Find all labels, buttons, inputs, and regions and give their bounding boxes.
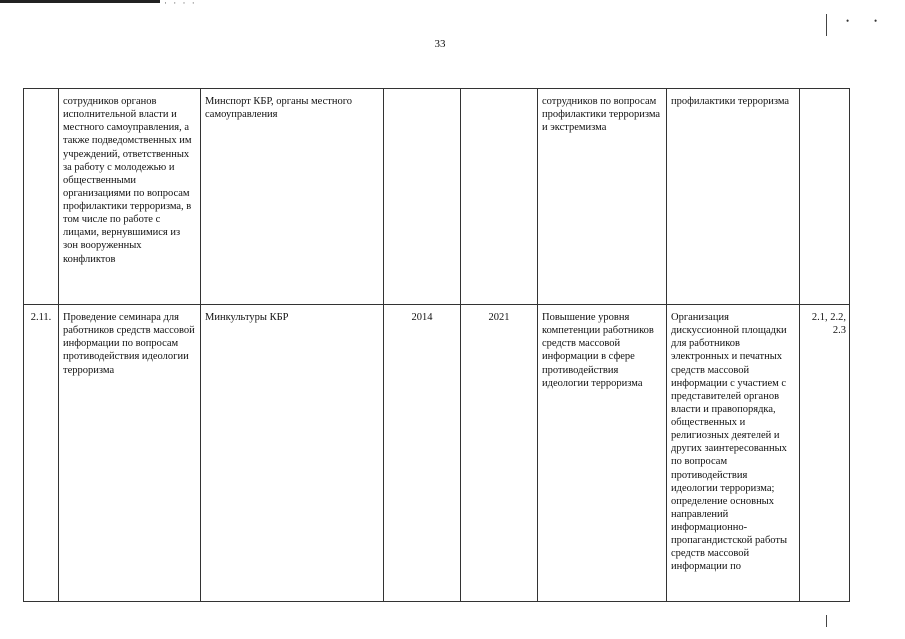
content-text: Организация дискуссионной площадки для работников электронных и печатных средств массовой информации с участием с представителей органов власти и правопорядка, общественных и религиозных деятелей и других заинтересованных по вопросам противодействия идеологии терроризма; определение основных направлений информационно-пропагандистской работы средств массовой информации по	[671, 312, 788, 573]
expected-result-text: сотрудников по вопросам профилактики терроризма и экстремизма	[542, 96, 661, 134]
end-year	[461, 89, 538, 305]
content-cell	[667, 89, 800, 305]
scan-artifact-bar	[0, 0, 160, 3]
expected-result-cell	[538, 305, 667, 602]
start-year: 2014	[384, 305, 461, 602]
row-number: 2.11.	[24, 305, 59, 602]
executors-text: Минкультуры КБР	[205, 312, 289, 323]
start-year	[384, 89, 461, 305]
executors-cell	[201, 305, 384, 602]
expected-result-text: Повышение уровня компетенции работников средств массовой информации в сфере противодействия идеологии терроризма	[542, 312, 654, 389]
page-number: 33	[434, 38, 446, 50]
scan-artifact-dot: •	[846, 16, 850, 26]
program-table	[23, 88, 850, 602]
scan-artifact-dot: •	[874, 16, 878, 26]
executors-cell	[201, 89, 384, 305]
executors-text: Минспорт КБР, органы местного самоуправления	[205, 96, 352, 121]
expected-result-cell	[538, 89, 667, 305]
event-text: Проведение семинара для работников средств массовой информации по вопросам противодействия идеологии терроризма	[63, 312, 195, 376]
scan-artifact-line	[826, 14, 827, 36]
content-cell	[667, 305, 800, 602]
table-row	[24, 305, 850, 602]
scan-artifact-line-bottom	[826, 615, 827, 627]
content-text: профилактики терроризма	[671, 96, 790, 107]
event-cell	[59, 89, 201, 305]
end-year: 2021	[461, 305, 538, 602]
row-number	[24, 89, 59, 305]
indicators-cell: 2.1, 2.2, 2.3	[800, 305, 850, 602]
table-row	[24, 89, 850, 305]
indicators-cell	[800, 89, 850, 305]
event-cell	[59, 305, 201, 602]
scan-artifact-marks: · · · ·	[164, 0, 197, 8]
event-text: сотрудников органов исполнительной власти и местного самоуправления, а также подведомственных им учреждений, ответственных за работу с молодежью и общественными организациями по вопросам профилактики терроризма, в том числе по работе с лицами, вернувшимися из зон вооруженных конфликтов	[63, 96, 192, 265]
